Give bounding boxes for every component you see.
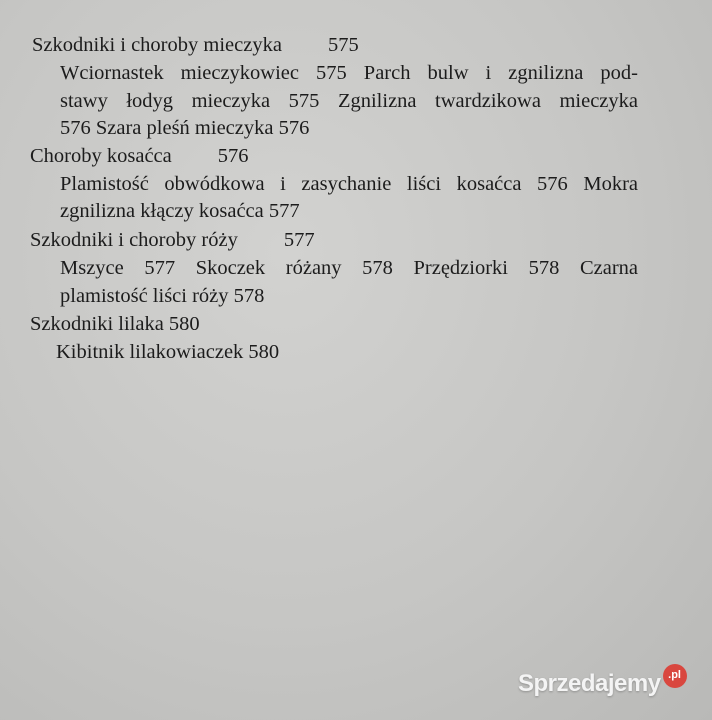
toc-page: 575	[327, 34, 359, 56]
toc-heading	[30, 144, 249, 168]
toc-title: Szkodniki i choroby mieczyka	[32, 34, 282, 56]
toc-subentry: Kibitnik lilakowiaczek 580	[56, 341, 280, 363]
toc-subentry: stawy łodyg mieczyka 575 Zgnilizna twardzikowa mieczyka	[60, 90, 638, 112]
toc-subentry: zgnilizna kłączy kosaćca 577	[60, 200, 300, 222]
toc-title: Choroby kosaćca	[30, 145, 172, 167]
toc-page: 577	[283, 229, 315, 251]
toc-title: Szkodniki lilaka 580	[30, 313, 200, 335]
toc-page: 576	[217, 145, 249, 167]
toc-subentry: plamistość liści róży 578	[60, 285, 265, 307]
toc-subentry: Mszyce 577 Skoczek różany 578 Przędziorki 578 Czarna	[60, 257, 638, 279]
toc-heading	[30, 228, 315, 252]
toc-heading	[30, 312, 200, 336]
toc-title: Szkodniki i choroby róży	[30, 229, 238, 251]
toc-heading	[32, 33, 359, 57]
watermark-badge: .pl	[663, 664, 687, 688]
toc-subentry: 576 Szara pleśń mieczyka 576	[60, 117, 310, 139]
watermark	[518, 664, 687, 698]
watermark-logo: Sprzedajemy	[518, 670, 661, 697]
toc-subentry: Plamistość obwódkowa i zasychanie liści kosaćca 576 Mokra	[60, 173, 638, 195]
toc-subentry: Wciornastek mieczykowiec 575 Parch bulw i zgnilizna pod-	[60, 62, 638, 84]
